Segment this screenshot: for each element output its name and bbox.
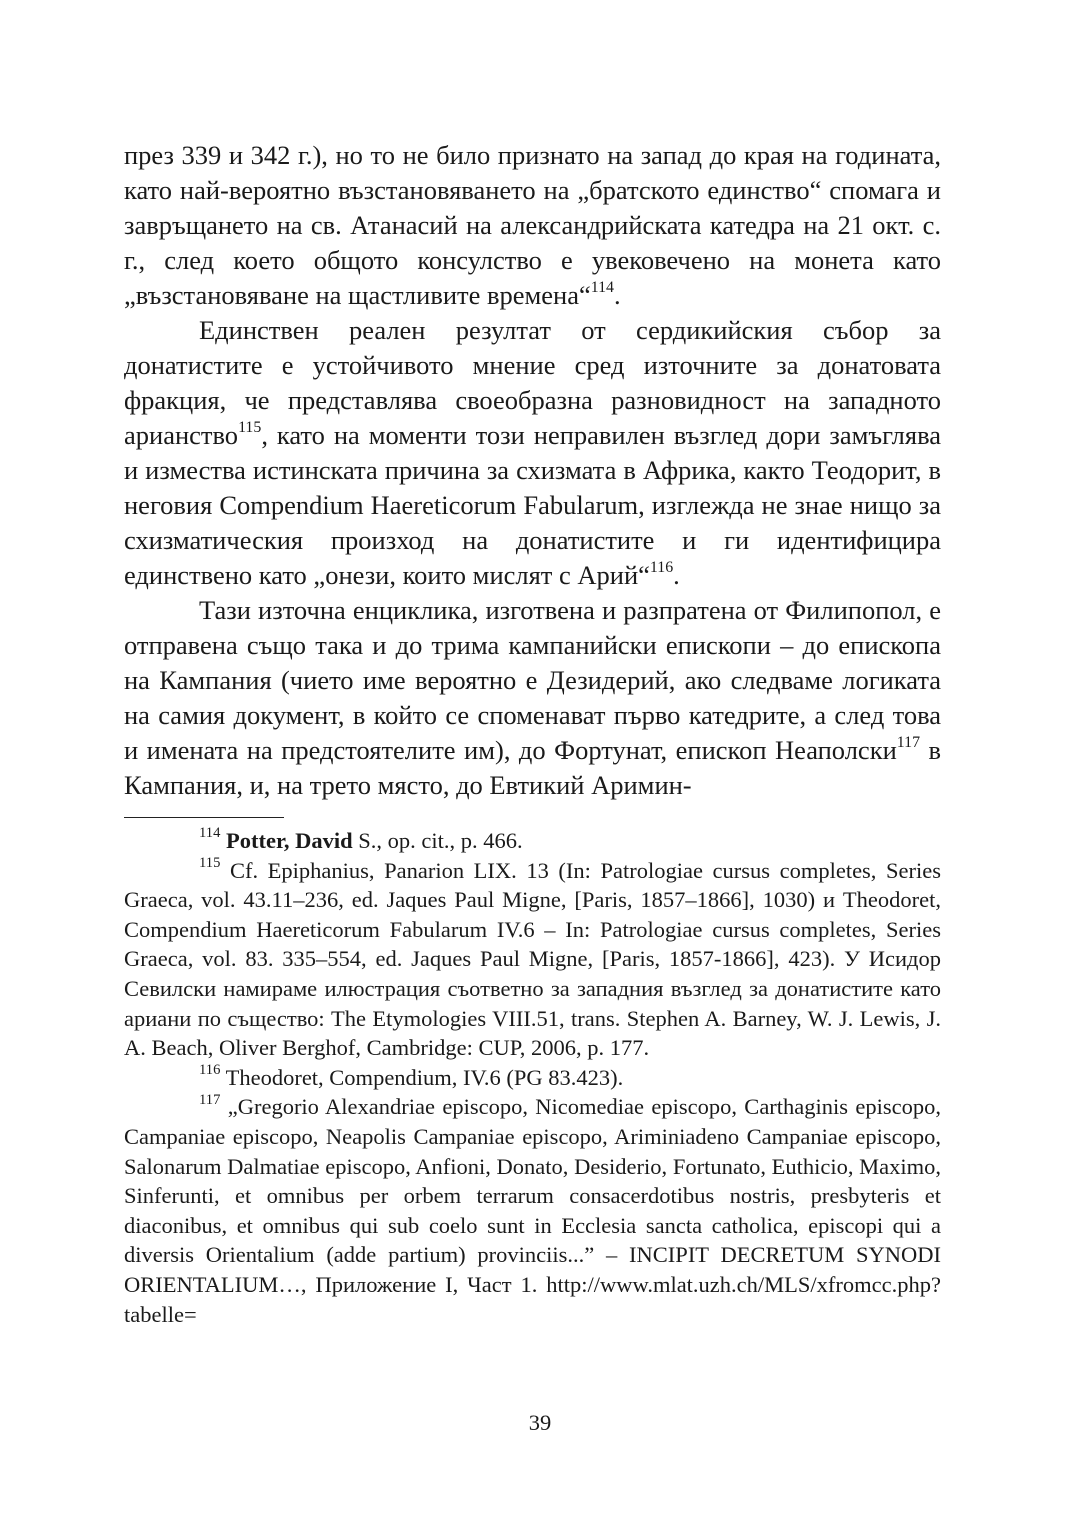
footnote-ref-117[interactable]: 117 <box>896 733 921 751</box>
page-number: 39 <box>528 1410 552 1435</box>
page-body <box>124 138 941 1329</box>
paragraph-3 <box>124 593 941 803</box>
footnote-text: Cf. Epiphanius, Panarion LIX. 13 (In: Patrologiae cursus completes, Series Graeca, vol. 43.11–236, ed. Jaques Paul Migne, [Paris, 1857–1866], 1030) и Theodoret, Compendium Haereticorum Fabularum IV.6 – In: Patrologiae cursus completes, Series Graeca, vol. 83. 335–554, ed. Jaques Paul Migne, [Paris, 1857-1866], 423). У Исидор Севилски намираме илюстрация съответно за западния възглед за донатистите като ариани по същество: The Etymologies VIII.51, trans. Stephen A. Barney, W. J. Lewis, J. A. Beach, Oliver Berghof, Cambridge: CUP, 2006, p. 177. <box>124 857 941 1061</box>
footnote-ref-116[interactable]: 116 <box>649 558 674 576</box>
paragraph-2-end: . <box>673 560 680 590</box>
paragraph-1-end: . <box>614 280 621 310</box>
footnote-number: 115 <box>199 854 221 871</box>
paragraph-2-text-2: , като на моменти този неправилен възглед дори замъглява и измества истинската причина за схизмата в Африка, както Теодорит, в неговия Compendium Haereticorum Fabularum, изглежда не знае нищо за схизматическия произход на донатистите и ги идентифицира единствено като „онези, които мислят с Арий“ <box>124 420 941 590</box>
footnote-ref-115[interactable]: 115 <box>238 418 262 436</box>
paragraph-1-text: през 339 и 342 г.), но то не било признато на запад до края на годината, като най-вероятно възстановяването на „братското единство“ спомага и завръщането на св. Атанасий на александрийската катедра на 21 окт. с. г., след което общото консулство е увековечено на монета като „възстановяване на щастливите времена“ <box>124 140 941 310</box>
paragraph-3-text-2: в Кампания, и, на трето място, до Евтикий Аримин- <box>124 735 942 800</box>
footnotes <box>124 826 941 1329</box>
footnote-ref-114[interactable]: 114 <box>590 278 614 296</box>
footnote-text: Theodoret, Compendium, IV.6 (PG 83.423). <box>220 1064 624 1090</box>
footnote-114 <box>124 826 941 856</box>
footnote-116 <box>124 1063 941 1093</box>
paragraph-1 <box>124 138 941 313</box>
paragraph-2 <box>124 313 941 593</box>
footnote-117 <box>124 1092 941 1329</box>
author-name: Potter, David <box>226 828 353 853</box>
footnote-number: 116 <box>199 1062 221 1079</box>
main-text <box>124 138 941 803</box>
paragraph-3-text-1: Тази източна енциклика, изготвена и разпратена от Филипопол, е отправена също така и до трима кампанийски епископи – до епископа на Кампания (чието име вероятно е Дезидерий, ако следваме логиката на самия документ, в който се споменават първо катедрите, а след това и имената на предстоятелите им), до Фортунат, епископ Неаполски <box>124 595 941 765</box>
footnote-115 <box>124 856 941 1063</box>
footnote-text: S., op. cit., p. 466. <box>352 828 523 853</box>
footnote-divider <box>124 817 284 818</box>
footnote-number: 117 <box>199 1091 221 1108</box>
footnote-text: „Gregorio Alexandriae episcopo, Nicomediae episcopo, Carthaginis episcopo, Campaniae episcopo, Neapolis Campaniae episcopo, Ariminiadeno Campaniae episcopo, Salonarum Dalmatiae episcopo, Anfioni, Donato, Desiderio, Fortunato, Euthicio, Maximo, Sinferunti, et omnibus per orbem terrarum consacerdotibus nostris, presbyteris et diaconibus, et omnibus qui sub coelo sunt in Ecclesia sancta catholica, episcopi qui a diversis Orientalium (adde partium) provinciis...” – INCIPIT DECRETUM SYNODI ORIENTALIUM…, Приложение I, Част 1. http://www.mlat.uzh.ch/MLS/xfromcc.php?tabelle= <box>124 1094 941 1327</box>
paragraph-2-text-1: Единствен реален резултат от сердикийския събор за донатистите е устойчивото мнение сред източните за донатовата фракция, че представлява своеобразна разновидност на западното арианство <box>124 315 941 450</box>
footnote-number: 114 <box>199 825 221 842</box>
